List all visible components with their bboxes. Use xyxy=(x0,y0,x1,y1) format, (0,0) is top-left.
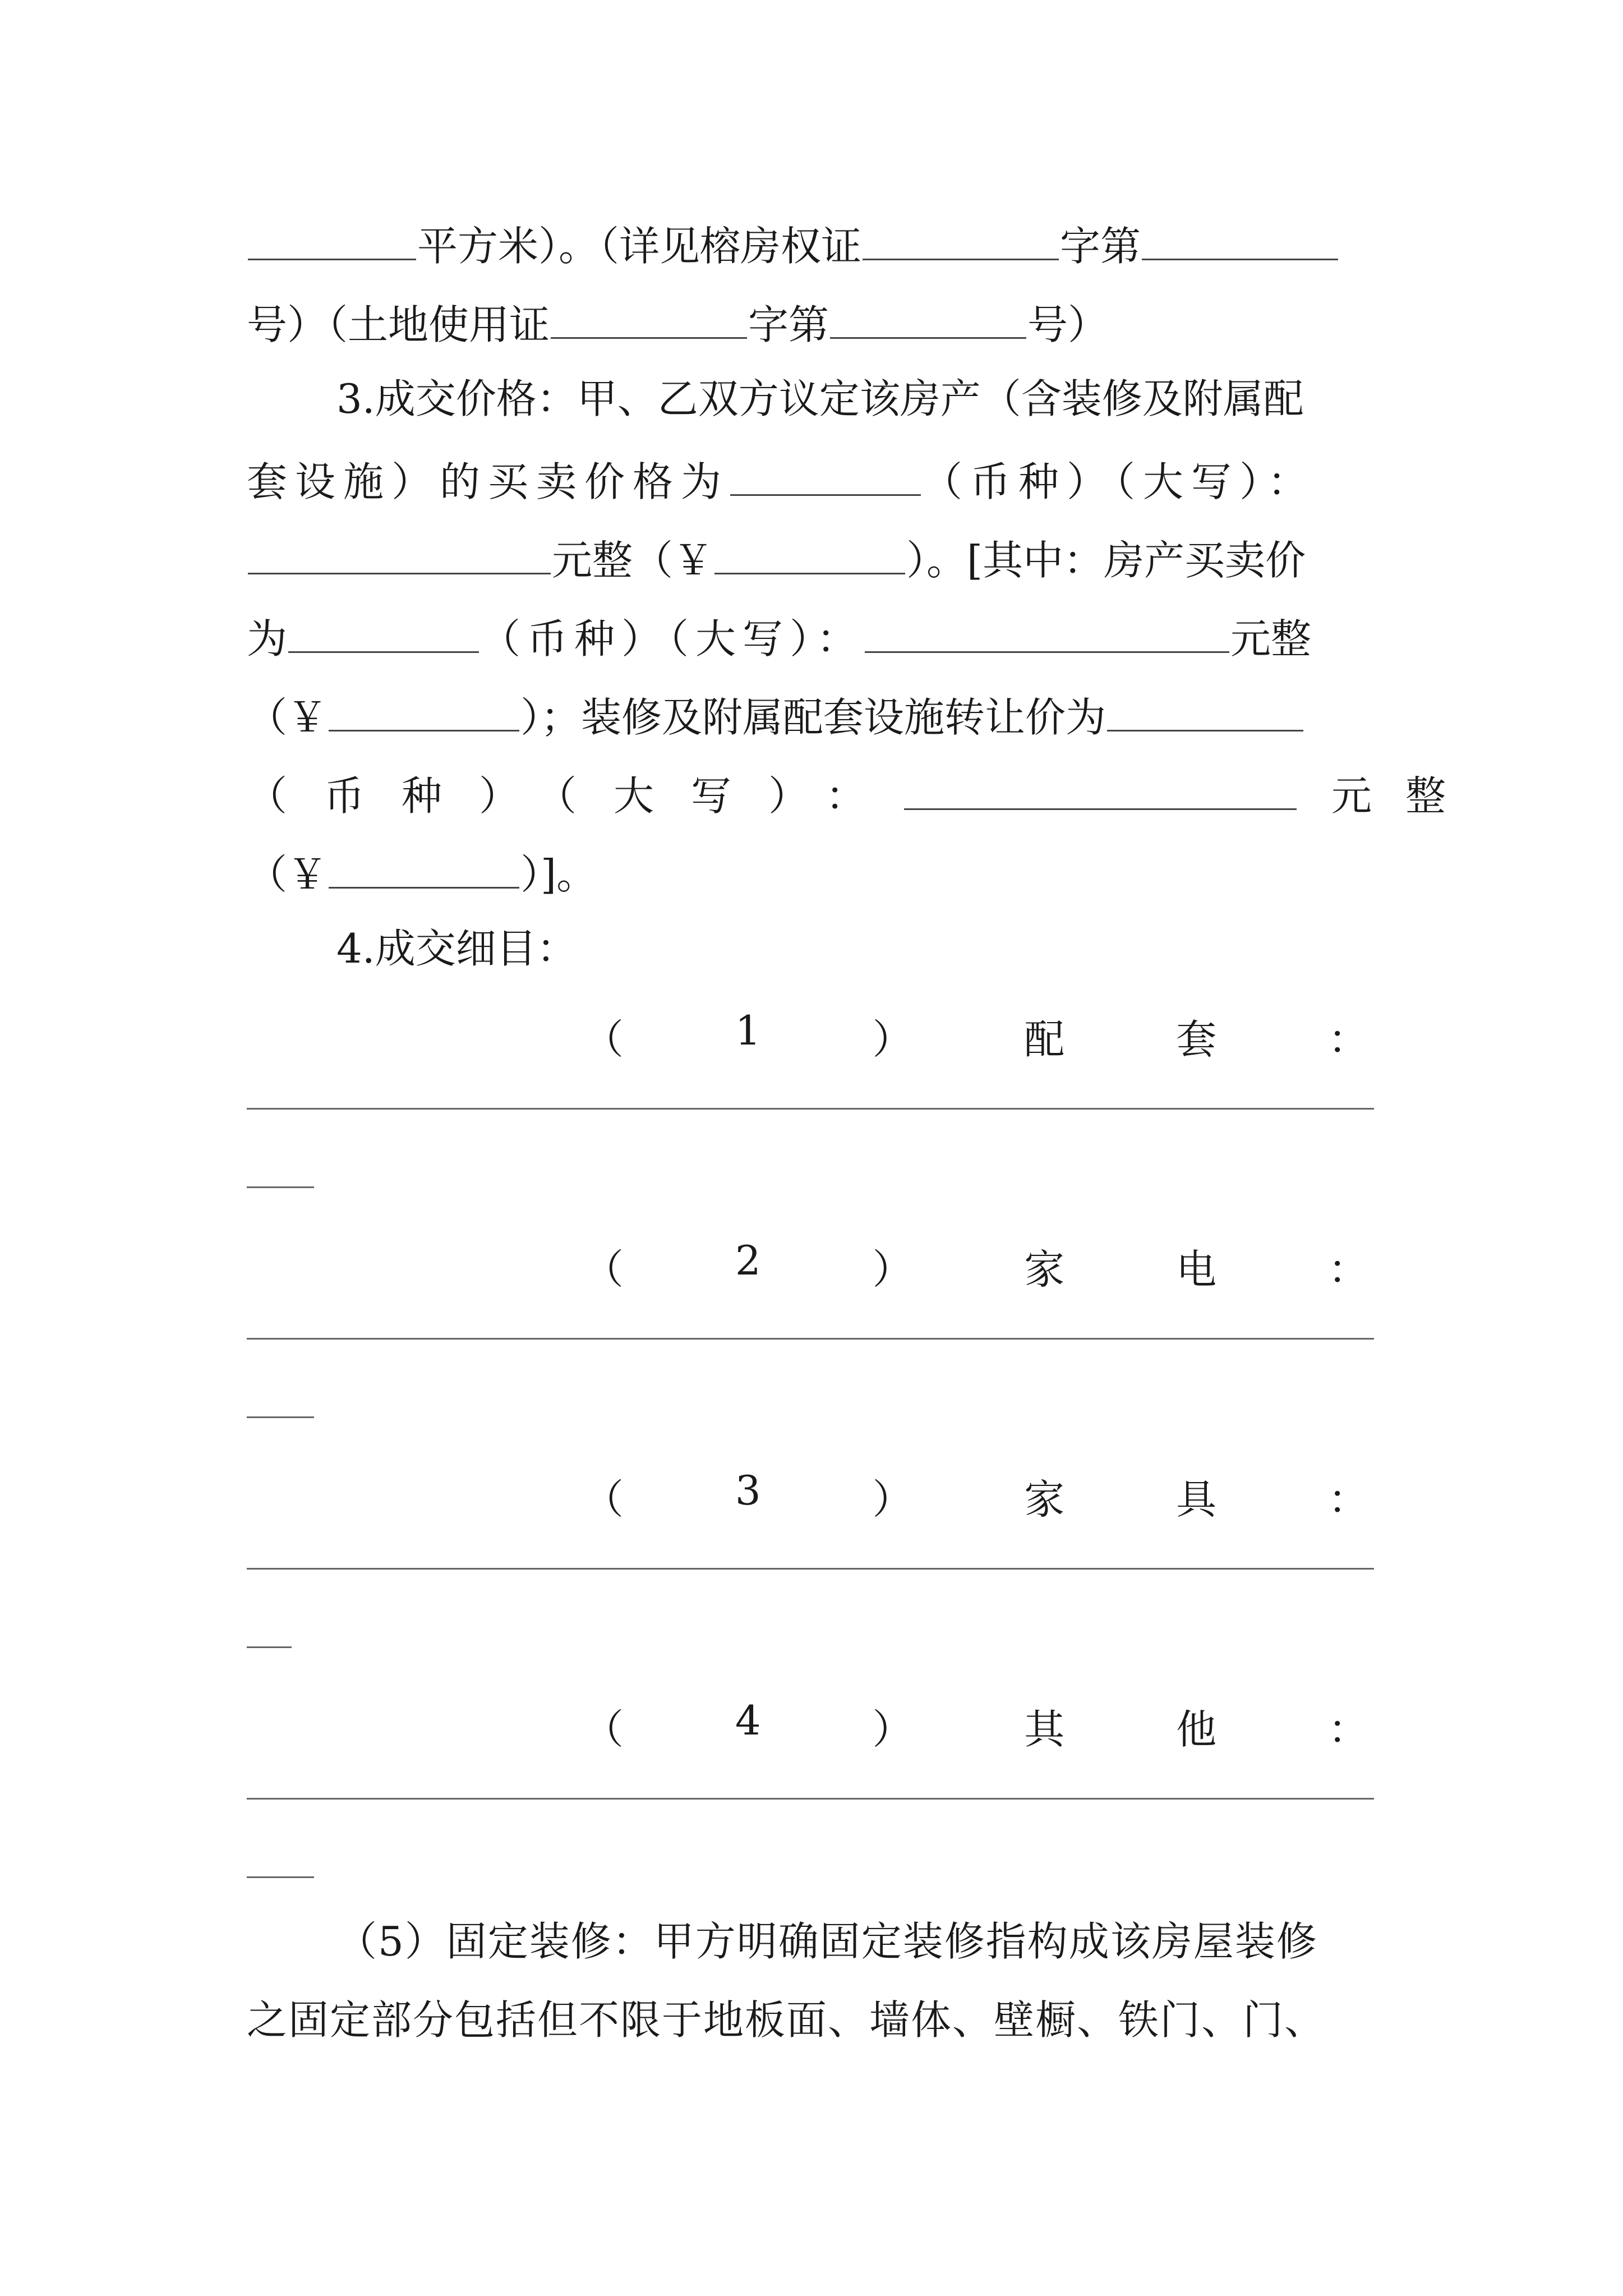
amount-words-blank[interactable] xyxy=(248,536,551,574)
item-rparen: ） xyxy=(872,1706,913,1753)
house-amount-blank[interactable] xyxy=(865,614,1229,653)
house-yuan-text: 元整 xyxy=(1230,615,1312,662)
item-colon: ： xyxy=(1327,1016,1368,1063)
zi-di-text: 字第 xyxy=(1060,223,1141,270)
deco-text: ）；装修及附属配套设施转让价为 xyxy=(520,694,1106,741)
land-cert-blank[interactable] xyxy=(551,300,747,339)
item-3-header xyxy=(583,1467,1368,1525)
item-lparen: （ xyxy=(583,1706,624,1753)
item-lparen: （ xyxy=(583,1476,624,1523)
price-heading: 3.成交价格：甲、乙双方议定该房产（含装修及附属配 xyxy=(336,375,1304,422)
item-3-blank-stub[interactable] xyxy=(247,1646,292,1648)
item-lparen: （ xyxy=(583,1016,624,1063)
item-number: 1 xyxy=(735,1007,761,1054)
item-label-char: 家 xyxy=(1024,1476,1065,1523)
item-number: 3 xyxy=(735,1467,761,1514)
item-rparen: ） xyxy=(872,1246,913,1293)
area-text: 平方米）。（详见榕房权证 xyxy=(417,223,862,270)
item-2-blank-line[interactable] xyxy=(247,1338,1374,1340)
item-2-header xyxy=(583,1237,1368,1295)
house-currency-text: （币种）（大写）： xyxy=(480,615,864,662)
item-3-blank-line[interactable] xyxy=(247,1568,1374,1570)
deco-line xyxy=(247,693,1304,741)
amount-number-blank[interactable] xyxy=(714,536,905,574)
item-label-char: 其 xyxy=(1024,1706,1065,1753)
cert-no2-blank[interactable] xyxy=(1142,222,1338,260)
price-line xyxy=(247,457,1316,505)
house-price-line xyxy=(247,614,1312,662)
deco-number-line xyxy=(247,850,597,898)
fixed-decoration-paragraph: （5）固定装修：甲方明确固定装修指构成该房屋装修 xyxy=(336,1918,1318,1965)
deco-number-blank[interactable] xyxy=(329,850,519,889)
item-number: 4 xyxy=(735,1697,761,1744)
item-colon: ： xyxy=(1327,1706,1368,1753)
deco-amount-blank[interactable] xyxy=(904,771,1297,810)
deco-amount-line xyxy=(247,771,1480,820)
item-1-blank-line[interactable] xyxy=(247,1108,1374,1110)
item-label-char: 他 xyxy=(1176,1706,1217,1753)
currency-blank[interactable] xyxy=(730,457,921,496)
item-label-char: 具 xyxy=(1176,1476,1217,1523)
land-zi-di-text: 字第 xyxy=(748,301,829,348)
total-line xyxy=(247,536,1306,584)
house-price-text: ）。[其中：房产买卖价 xyxy=(906,537,1306,584)
item-label-char: 电 xyxy=(1176,1246,1217,1293)
land-cert-line xyxy=(247,300,1109,348)
area-line xyxy=(247,222,1339,270)
item-colon: ： xyxy=(1327,1476,1368,1523)
land-hao-text: 号） xyxy=(1027,301,1109,348)
yuan-text: 元整（￥ xyxy=(552,537,714,584)
item-rparen: ） xyxy=(872,1016,913,1063)
house-number-blank[interactable] xyxy=(329,693,519,731)
land-cert-no-blank[interactable] xyxy=(830,300,1026,339)
price-text: 套设施）的买卖价格为 xyxy=(247,458,730,505)
deco-currency-blank[interactable] xyxy=(1107,693,1303,731)
land-cert-text: 号）（土地使用证 xyxy=(247,301,550,348)
deco-yuan-text: 元整 xyxy=(1331,772,1480,820)
area-blank[interactable] xyxy=(248,222,416,260)
item-lparen: （ xyxy=(583,1246,624,1293)
item-number: 2 xyxy=(735,1237,761,1284)
deco-currency-text: （币种）（大写）： xyxy=(247,772,903,820)
currency-text: （币种）（大写）： xyxy=(922,458,1316,505)
item-label-char: 套 xyxy=(1176,1016,1217,1063)
item-2-blank-stub[interactable] xyxy=(247,1416,314,1418)
wei-text: 为 xyxy=(247,615,288,662)
item-colon: ： xyxy=(1327,1246,1368,1293)
item-4-blank-stub[interactable] xyxy=(247,1876,314,1878)
house-currency-blank[interactable] xyxy=(288,614,479,653)
item-4-blank-line[interactable] xyxy=(247,1798,1374,1800)
fixed-decoration-continued: 之固定部分包括但不限于地板面、墙体、壁橱、铁门、门、 xyxy=(247,1996,1326,2044)
item-label-char: 配 xyxy=(1024,1016,1065,1063)
item-1-header xyxy=(583,1007,1368,1065)
details-heading: 4.成交细目： xyxy=(336,925,577,972)
deco-close-text: ）]。 xyxy=(520,851,597,898)
cert-no-blank[interactable] xyxy=(863,222,1059,260)
item-rparen: ） xyxy=(872,1476,913,1523)
item-label-char: 家 xyxy=(1024,1246,1065,1293)
item-1-blank-stub[interactable] xyxy=(247,1186,314,1188)
item-4-header xyxy=(583,1697,1368,1755)
deco-yen-text: （￥ xyxy=(247,851,328,898)
yen-open-text: （￥ xyxy=(247,694,328,741)
